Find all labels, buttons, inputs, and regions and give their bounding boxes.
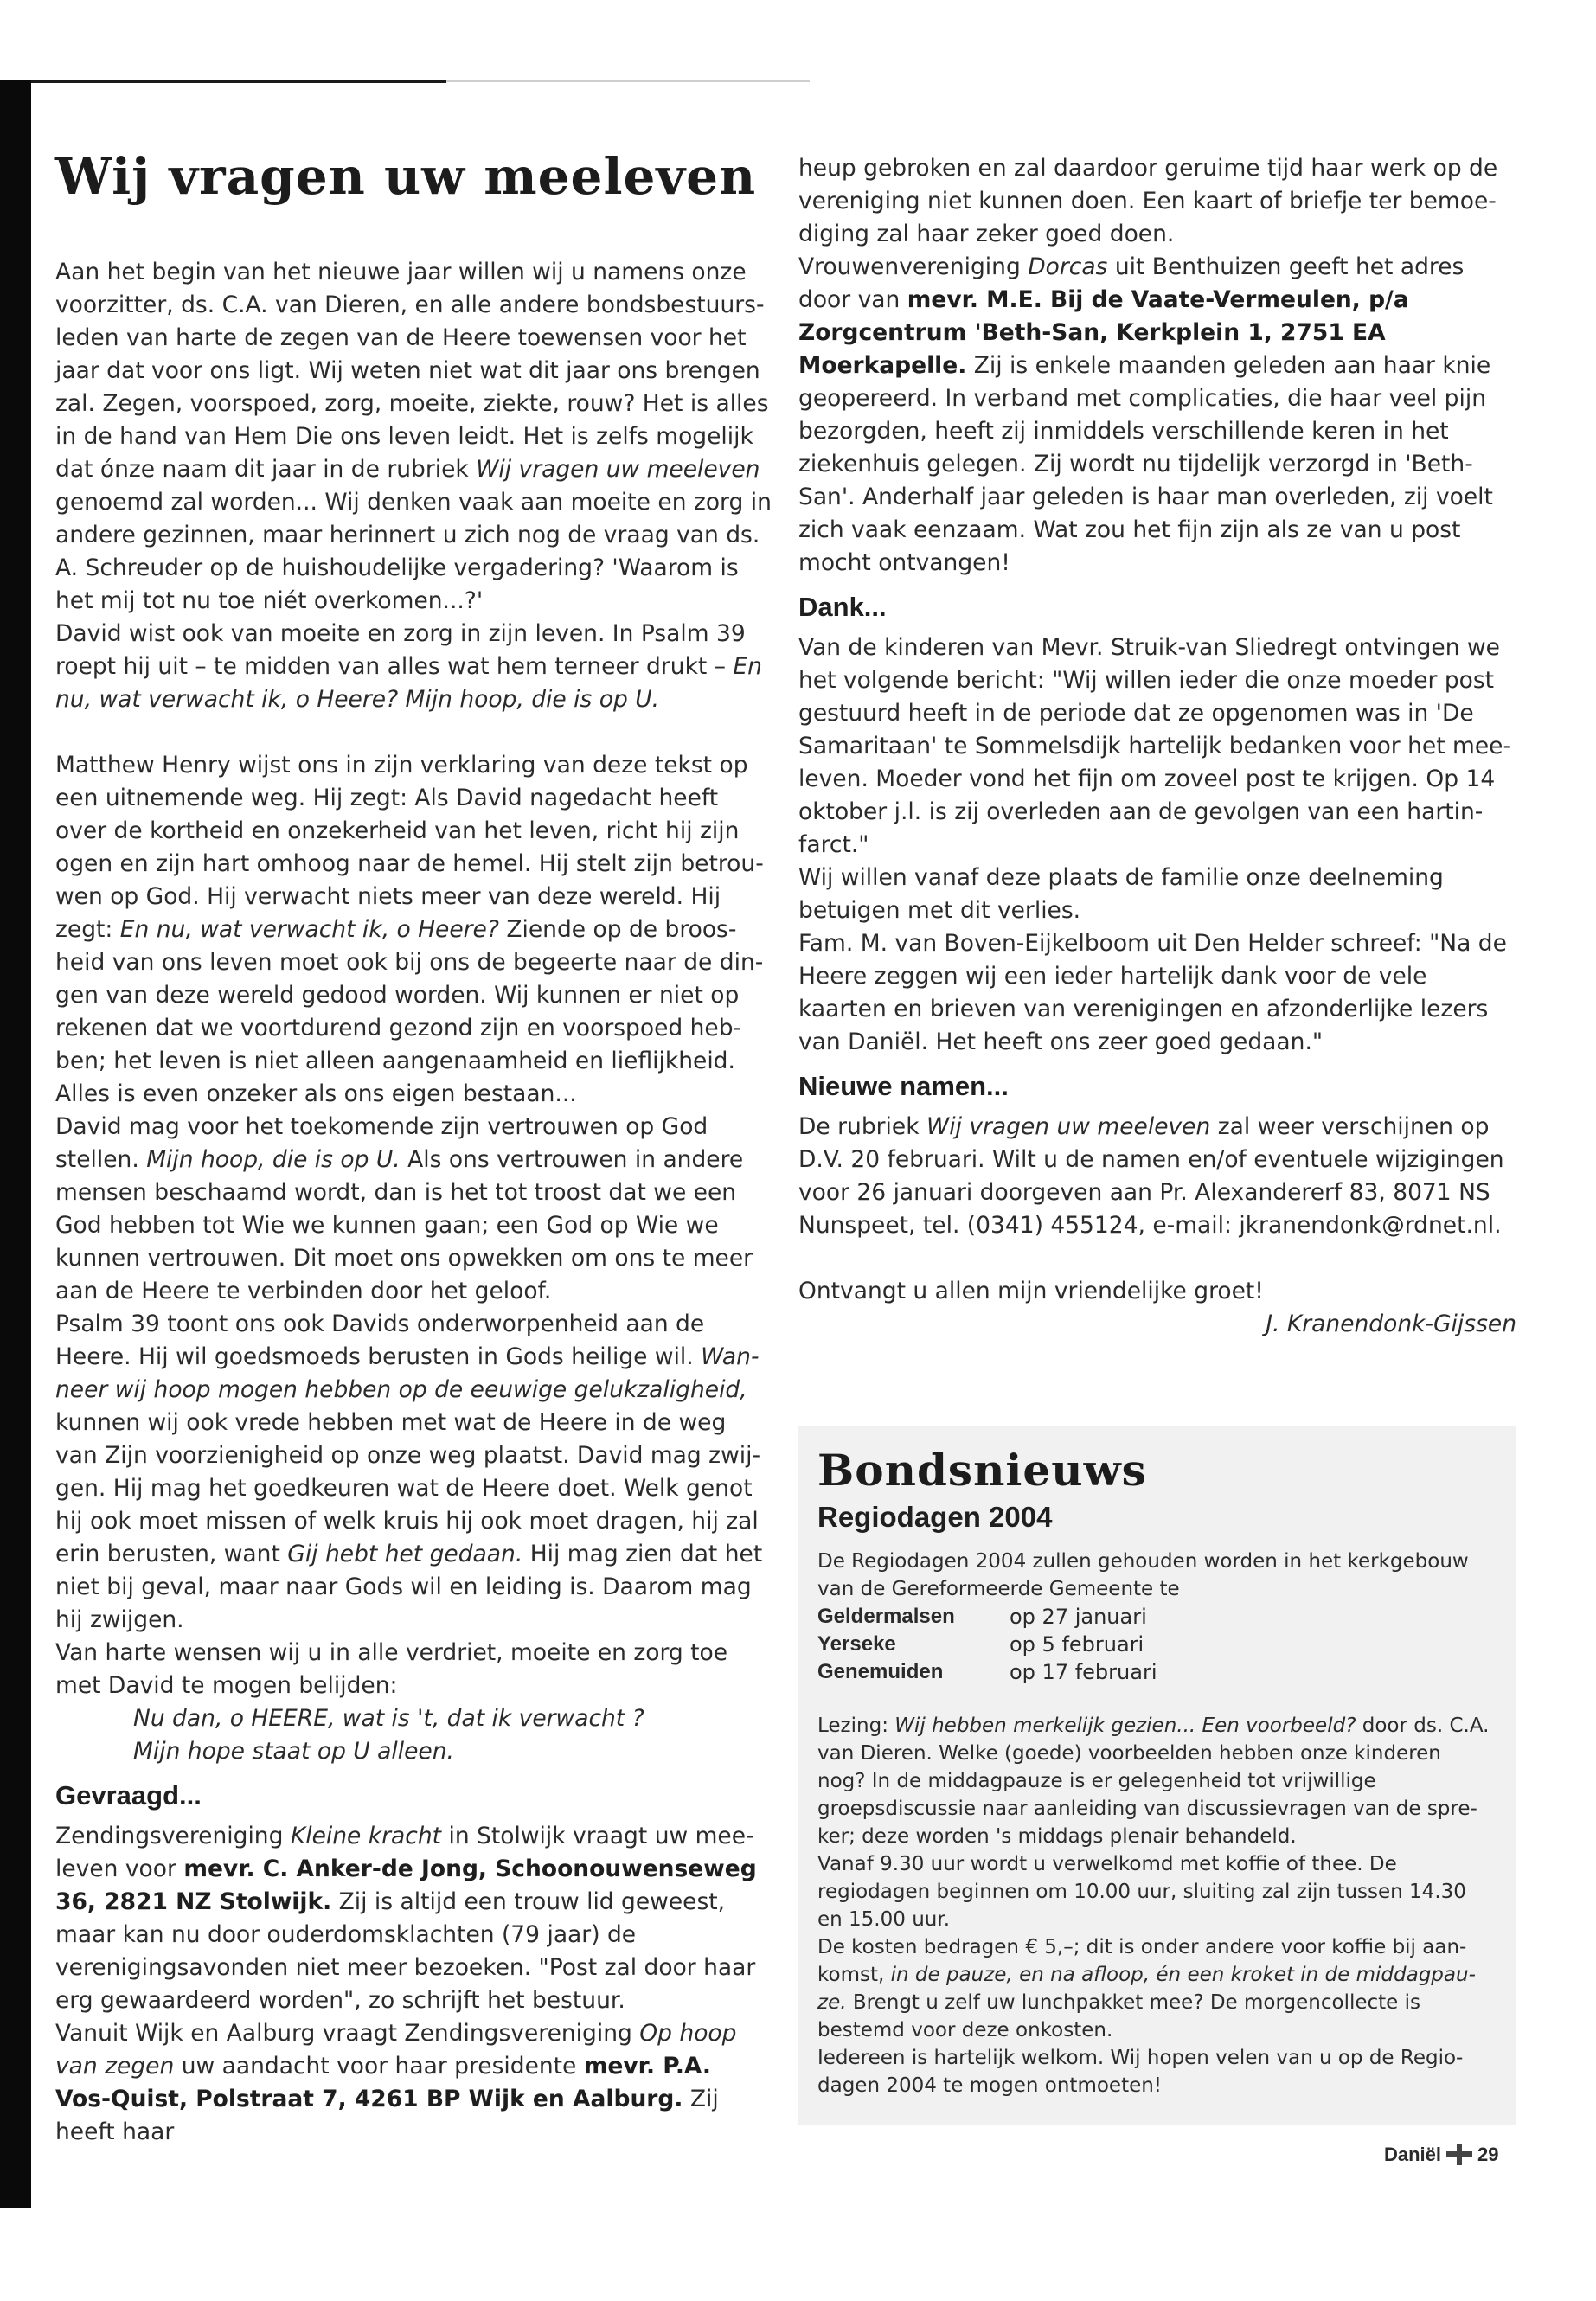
date-row: Geldermalsen op 27 januari [817, 1605, 1147, 1629]
date-row: Yerseke op 5 februari [817, 1632, 1144, 1657]
top-rule [31, 80, 446, 83]
paragraph-dank-2: Wij willen vanaf deze plaats de familie onze deelneming betuigen met dit verlies. [798, 864, 1444, 924]
paragraph-psalm39: David wist ook van moeite en zorg in zijn leven. In Psalm 39 roept hij uit – te midden van alles wat hem terneer drukt – En nu, wat verwacht ik, o Heere? Mijn hoop, die is op U. [55, 620, 762, 713]
paragraph-dank-1: Van de kinderen van Mevr. Struik-van Sliedregt ontvingen we het volgende bericht: "Wij willen ieder die onze moeder post gestuurd heeft in de periode dat ze opgenomen was in 'De Samaritaan' te Sommelsdijk hartelijk bedanken voor het meeleven. Moeder vond het fijn om zoveel post te krijgen. Op 14 oktober j.l. is zij overleden aan de gevolgen van een hartinfarct." [798, 634, 1512, 858]
paragraph-dorcas: Vrouwenvereniging Dorcas uit Benthuizen geeft het adres door van mevr. M.E. Bij de Vaate-Vermeulen, p/a Zorgcentrum 'Beth-San, Kerkplein 1, 2751 EA Moerkapelle. Zij is enkele maanden geleden aan haar knie geopereerd. In verband met complicaties, die haar veel pijn bezorgden, heeft zij inmiddels verschillende keren in het ziekenhuis gelegen. Zij wordt nu tijdelijk verzorgd in 'Beth-San'. Anderhalf jaar geleden is haar man overleden, zij voelt zich vaak eenzaam. Wat zou het fijn zijn als ze van u post mocht ontvangen! [798, 253, 1493, 576]
bondsnieuws-title: Bondsnieuws [817, 1445, 1147, 1496]
greeting: Ontvangt u allen mijn vriendelijke groet! [798, 1278, 1264, 1304]
paragraph-intro: Aan het begin van het nieuwe jaar willen wij u namens onze voorzitter, ds. C.A. van Dieren, en alle andere bondsbestuursleden van harte de zegen van de Heere toewensen voor het jaar dat voor ons ligt. Wij weten niet wat dit jaar ons brengen zal. Zegen, voorspoed, zorg, moeite, ziekte, rouw? Het is alles in de hand van Hem Die ons leven leidt. Het is zelfs mogelijk dat ónze naam dit jaar in de rubriek Wij vragen uw meeleven genoemd zal worden... Wij denken vaak aan moeite en zorg in andere gezinnen, maar herinnert u zich nog de vraag van ds. A. Schreuder op de huishoudelijke vergadering? 'Waarom is het mij tot nu toe niét overkomen...?' [55, 259, 772, 614]
paragraph-onderworpenheid: Psalm 39 toont ons ook Davids onderworpenheid aan de Heere. Hij wil goedsmoeds berusten in Gods heilige wil. Wanneer wij hoop mogen hebben op de eeuwige gelukzaligheid, kunnen wij ook vrede hebben met wat de Heere in de weg van Zijn voorzienigheid op onze weg plaatst. David mag zwijgen. Hij mag het goedkeuren wat de Heere doet. Welk genot hij ook moet missen of welk kruis hij ook moet dragen, hij zal erin berusten, want Gij hebt het gedaan. Hij mag zien dat het niet bij geval, maar naar Gods wil en leiding is. Daarom mag hij zwijgen. [55, 1311, 763, 1633]
paragraph-dank-3: Fam. M. van Boven-Eijkelboom uit Den Helder schreef: "Na de Heere zeggen wij een ieder hartelijk dank voor de vele kaarten en brieven van verenigingen en afzonderlijke lezers van Daniël. Het heeft ons zeer goed gedaan." [798, 930, 1507, 1055]
paragraph-vertrouwen: David mag voor het toekomende zijn vertrouwen op God stellen. Mijn hoop, die is op U. Als ons vertrouwen in andere mensen beschaamd wordt, dan is het tot troost dat we een God hebben tot Wie we kunnen gaan; een God op Wie we kunnen vertrouwen. Dit moet ons opwekken om ons te meer aan de Heere te verbinden door het geloof. [55, 1113, 753, 1304]
left-column [55, 256, 773, 2149]
bondsnieuws-box [798, 1426, 1516, 2125]
quote-line-1: Nu dan, o HEERE, wat is 't, dat ik verwacht ? [133, 1705, 644, 1732]
paragraph-nieuwe-namen: De rubriek Wij vragen uw meeleven zal weer verschijnen op D.V. 20 februari. Wilt u de namen en/of eventuele wijzigingen voor 26 januari doorgeven aan Pr. Alexandererf 83, 8071 NS Nunspeet, tel. (0341) 455124, e-mail: jkranendonk@rdnet.nl. [798, 1113, 1504, 1239]
kosten-paragraph: De kosten bedragen € 5,–; dit is onder andere voor koffie bij aankomst, in de pauze, en na afloop, én een kroket in de middagpauze. Brengt u zelf uw lunchpakket mee? De morgencollecte is bestemd voor deze onkosten. [817, 1936, 1476, 2041]
signature: J. Kranendonk-Gijssen [1266, 1311, 1516, 1337]
paragraph-op-hoop-van-zegen: Vanuit Wijk en Aalburg vraagt Zendingsvereniging Op hoop van zegen uw aandacht voor haar presidente mevr. P.A. Vos-Quist, Polstraat 7, 4261 BP Wijk en Aalburg. Zij heeft haar [55, 2020, 737, 2145]
quote-line-2: Mijn hope staat op U alleen. [133, 1738, 454, 1765]
magazine-name: Daniël [1384, 2144, 1442, 2165]
top-rule-faint [446, 80, 810, 82]
heading-nieuwe-namen: Nieuwe namen... [798, 1071, 1009, 1101]
regiodagen-intro: De Regiodagen 2004 zullen gehouden worden in het kerkgebouw van de Gereformeerde Gemeente te [817, 1550, 1469, 1600]
regiodagen-dates [817, 1603, 1492, 1686]
paragraph-kleine-kracht: Zendingsvereniging Kleine kracht in Stolwijk vraagt uw meeleven voor mevr. C. Anker-de Jong, Schoonouwenseweg 36, 2821 NZ Stolwijk. Zij is altijd een trouw lid geweest, maar kan nu door ouderdomsklachten (79 jaar) de verenigingsavonden niet meer bezoeken. "Post zal door haar erg gewaardeerd worden", zo schrijft het bestuur. [55, 1823, 757, 2014]
paragraph-wensen: Van harte wensen wij u in alle verdriet, moeite en zorg toe met David te mogen belijden: [55, 1639, 728, 1699]
lezing-paragraph: Lezing: Wij hebben merkelijk gezien... Een voorbeeld? door ds. C.A. van Dieren. Welke (goede) voorbeelden hebben onze kinderen nog? In de middagpauze is er gelegenheid tot vrijwillige groepsdiscussie naar aanleiding van discussievragen van de spreker; deze worden 's middags plenair behandeld. [817, 1715, 1490, 1848]
cross-icon [1446, 2144, 1472, 2165]
regiodagen-subtitle: Regiodagen 2004 [817, 1501, 1053, 1533]
date-row: Genemuiden op 17 februari [817, 1660, 1157, 1684]
article-title: Wij vragen uw meeleven [55, 147, 757, 206]
welcome-paragraph: Vanaf 9.30 uur wordt u verwelkomd met koffie of thee. De regiodagen beginnen om 10.00 uur, sluiting zal zijn tussen 14.30 en 15.00 uur. [817, 1853, 1466, 1931]
page-number: 29 [1477, 2144, 1499, 2165]
paragraph-continued: heup gebroken en zal daardoor geruime tijd haar werk op de vereniging niet kunnen doen. Een kaart of briefje ter bemoediging zal haar zeker goed doen. [798, 155, 1498, 247]
page-footer [1384, 2144, 1499, 2166]
heading-gevraagd: Gevraagd... [55, 1780, 202, 1811]
right-column [798, 152, 1516, 1341]
heading-dank: Dank... [798, 592, 887, 622]
paragraph-matthew-henry: Matthew Henry wijst ons in zijn verklaring van deze tekst op een uitnemende weg. Hij zegt: Als David nagedacht heeft over de kortheid en onzekerheid van het leven, richt hij zijn ogen en zijn hart omhoog naar de hemel. Hij stelt zijn betrouwen op God. Hij verwacht niets meer van deze wereld. Hij zegt: En nu, wat verwacht ik, o Heere? Ziende op de broosheid van ons leven moet ook bij ons de begeerte naar de dingen van deze wereld gedood worden. Wij kunnen er niet op rekenen dat we voortdurend gezond zijn en voorspoed hebben; het leven is niet alleen aangenaamheid en lieflijkheid. Alles is even onzeker als ons eigen bestaan... [55, 752, 764, 1107]
left-margin-bar [0, 80, 31, 2208]
closing-paragraph: Iedereen is hartelijk welkom. Wij hopen velen van u op de Regiodagen 2004 te mogen ontmoeten! [817, 2047, 1464, 2097]
